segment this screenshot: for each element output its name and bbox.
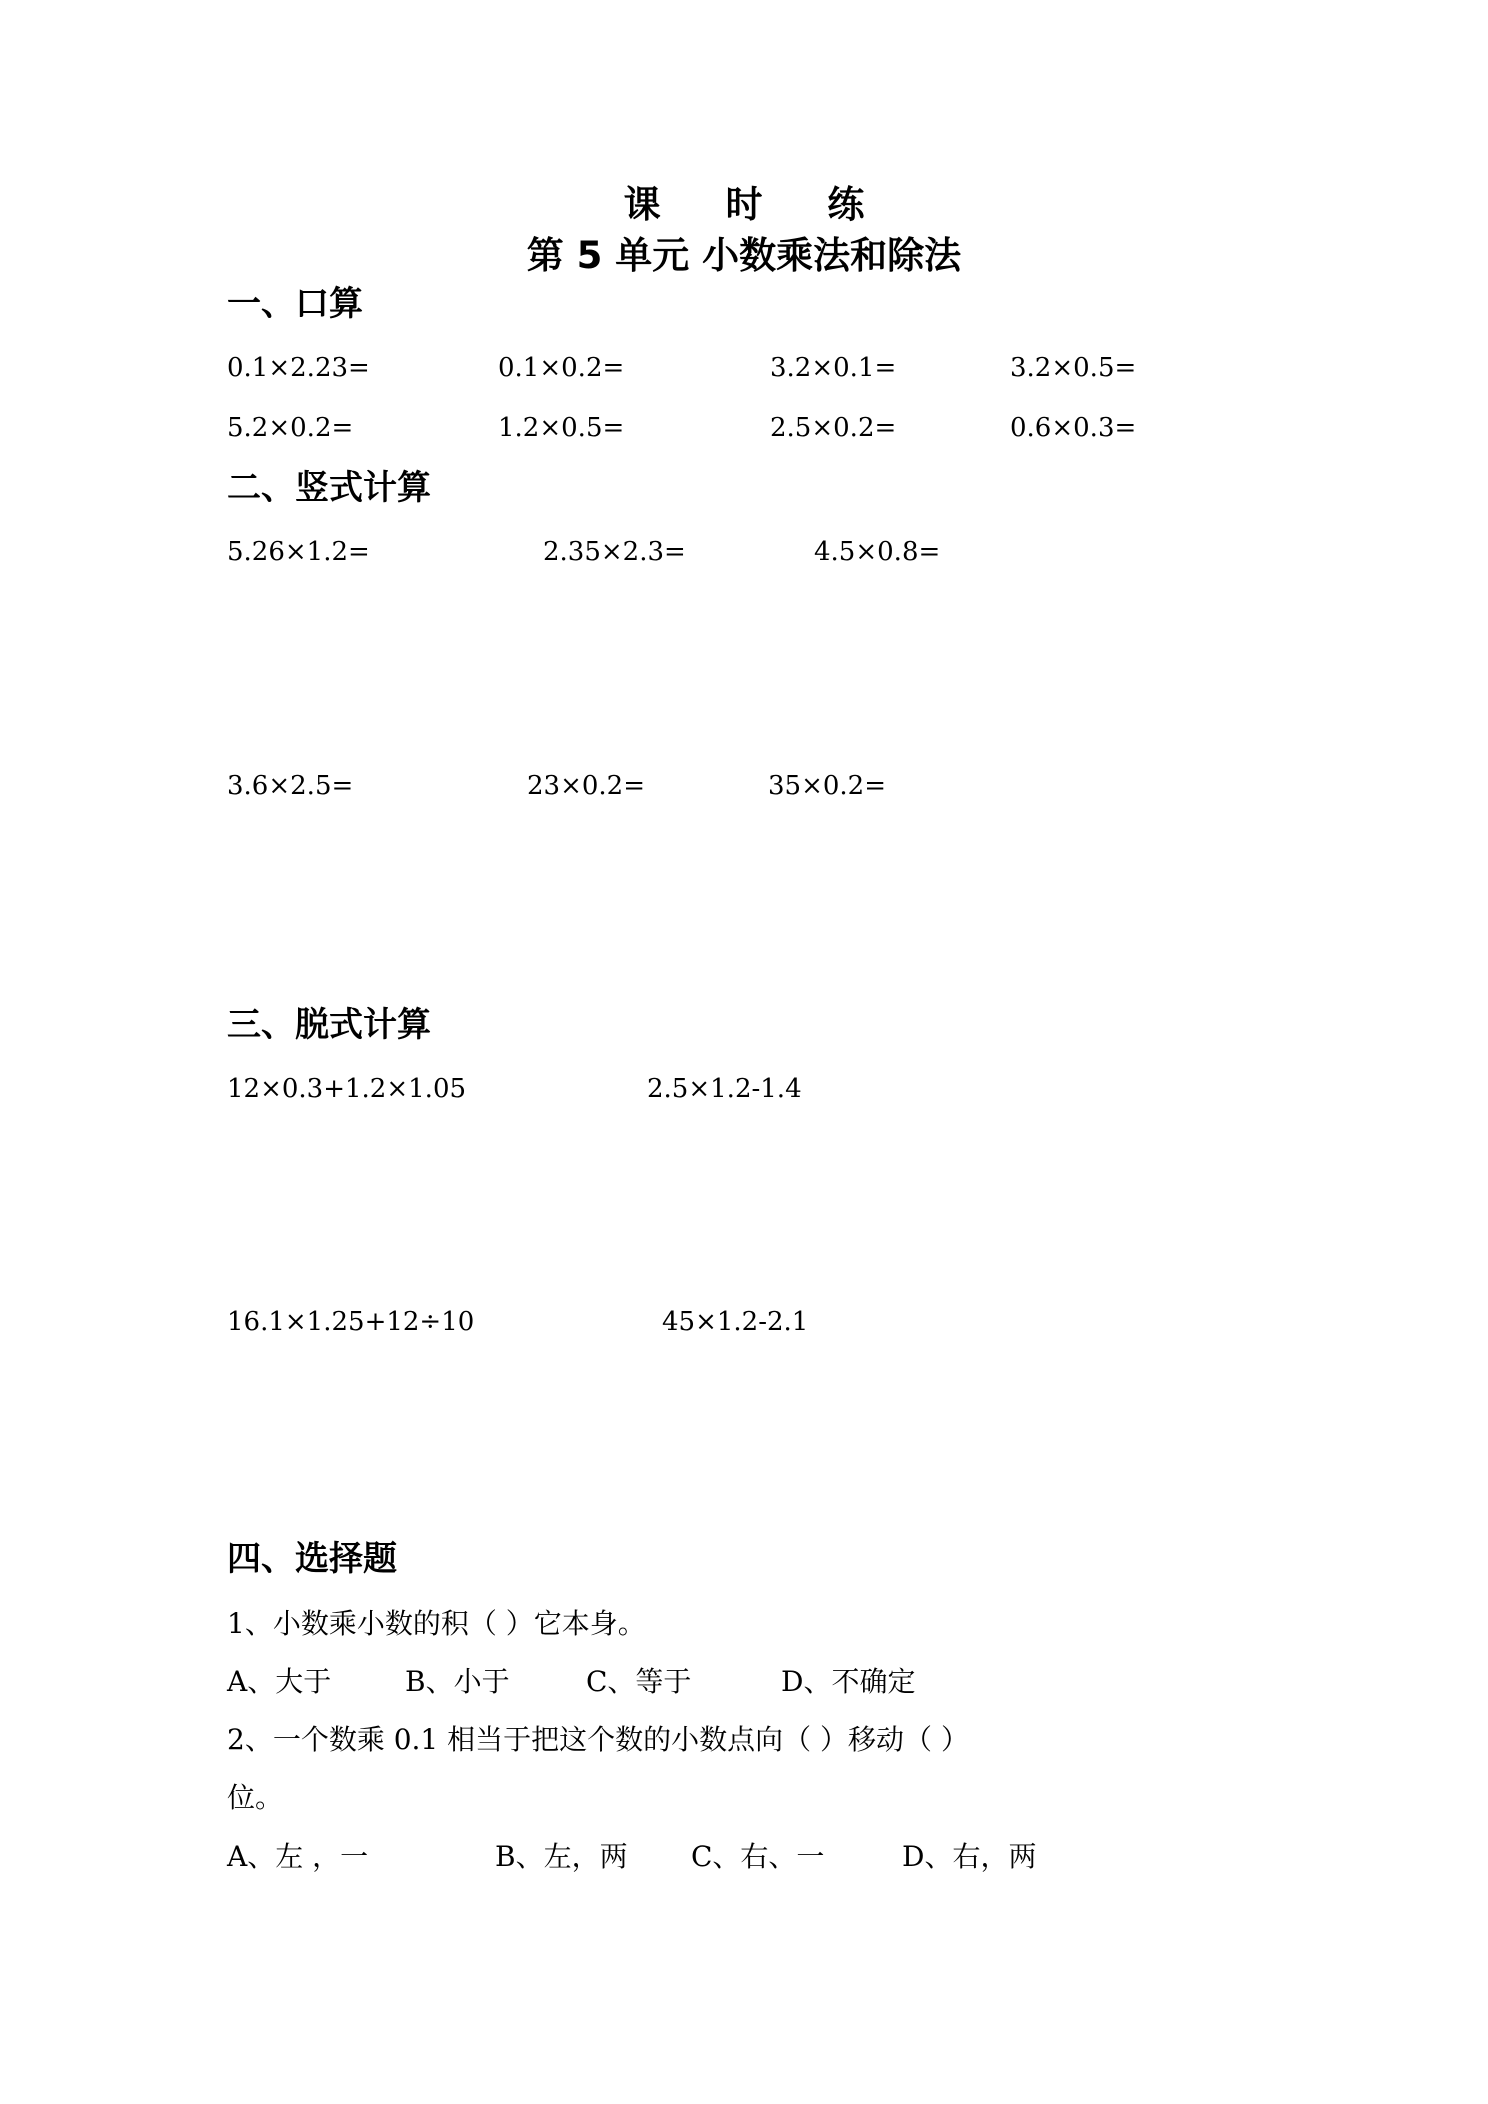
stepwise-calc-item: 2.5×1.2-1.4 xyxy=(647,1074,802,1104)
mental-math-item: 1.2×0.5= xyxy=(498,413,625,443)
mental-math-item: 2.5×0.2= xyxy=(770,413,897,443)
section-heading-vertical-calc: 二、竖式计算 xyxy=(227,468,431,508)
mental-math-item: 3.2×0.1= xyxy=(770,353,897,383)
vertical-calc-item: 35×0.2= xyxy=(768,771,887,801)
vertical-calc-item: 23×0.2= xyxy=(527,771,646,801)
worksheet-title: 课 时 练 xyxy=(623,183,891,226)
choice-option: A、大于 xyxy=(227,1665,332,1698)
section-heading-stepwise-calc: 三、脱式计算 xyxy=(227,1005,431,1045)
choice-option: D、不确定 xyxy=(781,1665,916,1698)
mental-math-item: 0.1×2.23= xyxy=(227,353,370,383)
unit-subtitle: 第 5 单元 小数乘法和除法 xyxy=(526,234,962,277)
choice-option: B、左，两 xyxy=(495,1840,628,1873)
stepwise-calc-item: 12×0.3+1.2×1.05 xyxy=(227,1074,467,1104)
mental-math-item: 0.1×0.2= xyxy=(498,353,625,383)
choice-option: C、等于 xyxy=(586,1665,692,1698)
mental-math-item: 5.2×0.2= xyxy=(227,413,354,443)
question-stem-continuation: 位。 xyxy=(227,1781,284,1814)
section-heading-multiple-choice: 四、选择题 xyxy=(227,1539,397,1579)
vertical-calc-item: 2.35×2.3= xyxy=(543,537,686,567)
question-stem: 2、一个数乘 0.1 相当于把这个数的小数点向（ ）移动（ ） xyxy=(227,1723,969,1756)
mental-math-item: 0.6×0.3= xyxy=(1010,413,1137,443)
vertical-calc-item: 5.26×1.2= xyxy=(227,537,370,567)
question-stem: 1、小数乘小数的积（ ）它本身。 xyxy=(227,1607,646,1640)
section-heading-mental-math: 一、口算 xyxy=(227,284,363,324)
stepwise-calc-item: 16.1×1.25+12÷10 xyxy=(227,1307,475,1337)
stepwise-calc-item: 45×1.2-2.1 xyxy=(662,1307,809,1337)
choice-option: A、左 ，一 xyxy=(227,1840,369,1873)
vertical-calc-item: 4.5×0.8= xyxy=(814,537,941,567)
vertical-calc-item: 3.6×2.5= xyxy=(227,771,354,801)
mental-math-item: 3.2×0.5= xyxy=(1010,353,1137,383)
choice-option: B、小于 xyxy=(405,1665,510,1698)
choice-option: C、右、一 xyxy=(691,1840,825,1873)
choice-option: D、右，两 xyxy=(902,1840,1037,1873)
